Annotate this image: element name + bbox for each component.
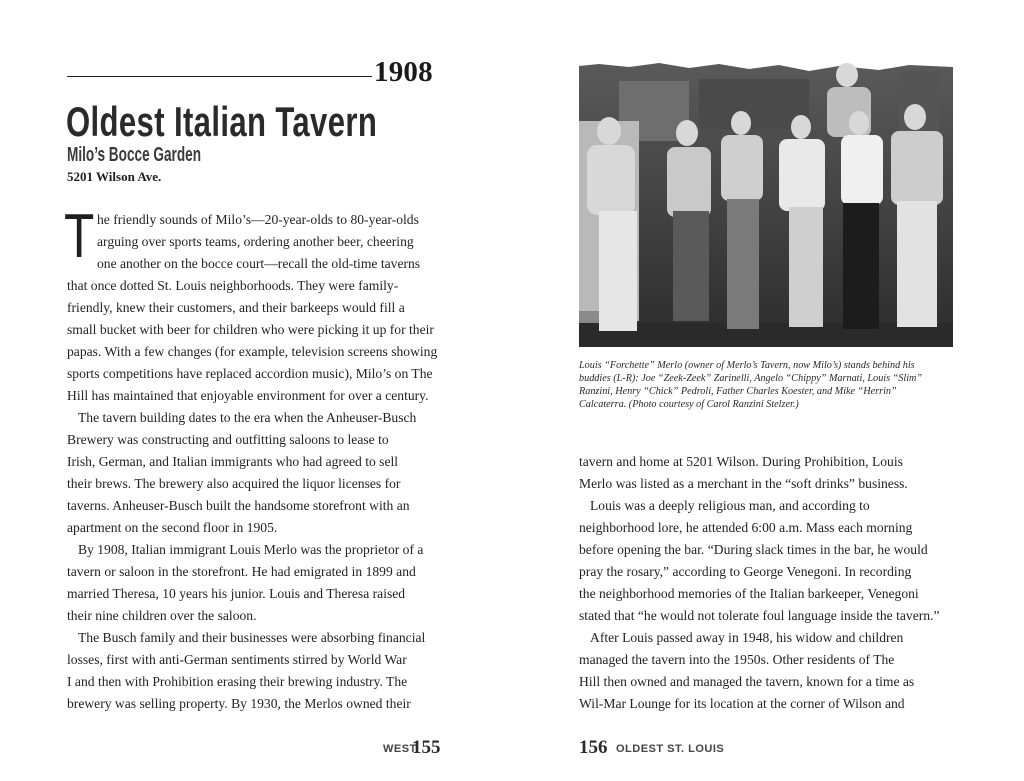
body-line: Brewery was constructing and outfitting saloons to lease to: [67, 432, 389, 447]
photo-caption-line: Louis “Forchette” Merlo (owner of Merlo’s Tavern, now Milo’s) stands behind his: [579, 360, 915, 371]
body-line: By 1908, Italian immigrant Louis Merlo was the proprietor of a: [78, 542, 424, 557]
body-line: one another on the bocce court—recall the old-time taverns: [97, 256, 421, 271]
body-line: tavern and home at 5201 Wilson. During Prohibition, Louis: [579, 454, 903, 469]
year-heading: 1908: [374, 56, 433, 88]
body-line: arguing over sports teams, ordering another beer, cheering: [97, 234, 414, 249]
photo-caption-line: Calcaterra. (Photo courtesy of Carol Ranzini Stelzer.): [579, 399, 799, 410]
body-line: Wil-Mar Lounge for its location at the corner of Wilson and: [579, 696, 905, 711]
entry-subtitle: Milo’s Bocce Garden: [67, 144, 202, 166]
body-line: managed the tavern into the 1950s. Other residents of The: [579, 652, 895, 667]
body-line: brewery was selling property. By 1930, the Merlos owned their: [67, 696, 411, 711]
body-line: I and then with Prohibition erasing their brewing industry. The: [67, 674, 408, 689]
body-line: stated that “he would not tolerate foul language inside the tavern.”: [579, 608, 940, 623]
entry-title: Oldest Italian Tavern: [66, 98, 378, 145]
body-line: The tavern building dates to the era when the Anheuser-Busch: [78, 410, 417, 425]
entry-address: 5201 Wilson Ave.: [67, 169, 162, 184]
body-line: Hill then owned and managed the tavern, known for a time as: [579, 674, 915, 689]
body-line: friendly, knew their customers, and their barkeeps would fill a: [67, 300, 405, 315]
historical-photo: [579, 61, 953, 347]
body-line: pray the rosary,” according to George Venegoni. In recording: [579, 564, 912, 579]
photo-caption-line: buddies (L-R): Joe “Zeek-Zeek” Zarinelli, Angelo “Chippy” Marnati, Louis “Slim”: [579, 373, 923, 384]
body-line: Hill has maintained that enjoyable environment for over a century.: [67, 388, 429, 403]
body-line: neighborhood lore, he attended 6:00 a.m. Mass each morning: [579, 520, 913, 535]
body-line: that once dotted St. Louis neighborhoods. They were family-: [67, 278, 399, 293]
body-line: apartment on the second floor in 1905.: [67, 520, 278, 535]
photo-illustration: [579, 61, 953, 347]
body-line: sports competitions have replaced accordion music), Milo’s on The: [67, 366, 433, 381]
body-line: papas. With a few changes (for example, television screens showing: [67, 344, 438, 359]
body-line: After Louis passed away in 1948, his widow and children: [590, 630, 904, 645]
drop-cap: T: [64, 202, 95, 271]
body-line: their brews. The brewery also acquired the liquor licenses for: [67, 476, 401, 491]
body-line: their nine children over the saloon.: [67, 608, 257, 623]
page-number-right: 156: [579, 737, 608, 758]
page-number-left: 155: [412, 737, 441, 758]
body-line: losses, first with anti-German sentiments stirred by World War: [67, 652, 407, 667]
year-rule: [67, 76, 372, 77]
body-line: The Busch family and their businesses were absorbing financial: [78, 630, 426, 645]
body-line: married Theresa, 10 years his junior. Louis and Theresa raised: [67, 586, 406, 601]
body-line: he friendly sounds of Milo’s—20-year-olds to 80-year-olds: [97, 212, 419, 227]
body-line: taverns. Anheuser-Busch built the handsome storefront with an: [67, 498, 410, 513]
photo-caption-line: Ranzini, Henry “Chick” Pedroli, Father Charles Koester, and Mike “Herrin”: [579, 386, 897, 397]
body-line: before opening the bar. “During slack times in the bar, he would: [579, 542, 928, 557]
running-footer-right: OLDEST ST. LOUIS: [616, 743, 725, 755]
body-line: Irish, German, and Italian immigrants who had agreed to sell: [67, 454, 399, 469]
body-line: tavern or saloon in the storefront. He had emigrated in 1899 and: [67, 564, 416, 579]
body-line: the neighborhood memories of the Italian barkeeper, Venegoni: [579, 586, 919, 601]
running-footer-left: WEST: [383, 743, 417, 755]
body-line: Louis was a deeply religious man, and according to: [590, 498, 870, 513]
body-line: Merlo was listed as a merchant in the “soft drinks” business.: [579, 476, 908, 491]
body-line: small bucket with beer for children who were picking it up for their: [67, 322, 434, 337]
